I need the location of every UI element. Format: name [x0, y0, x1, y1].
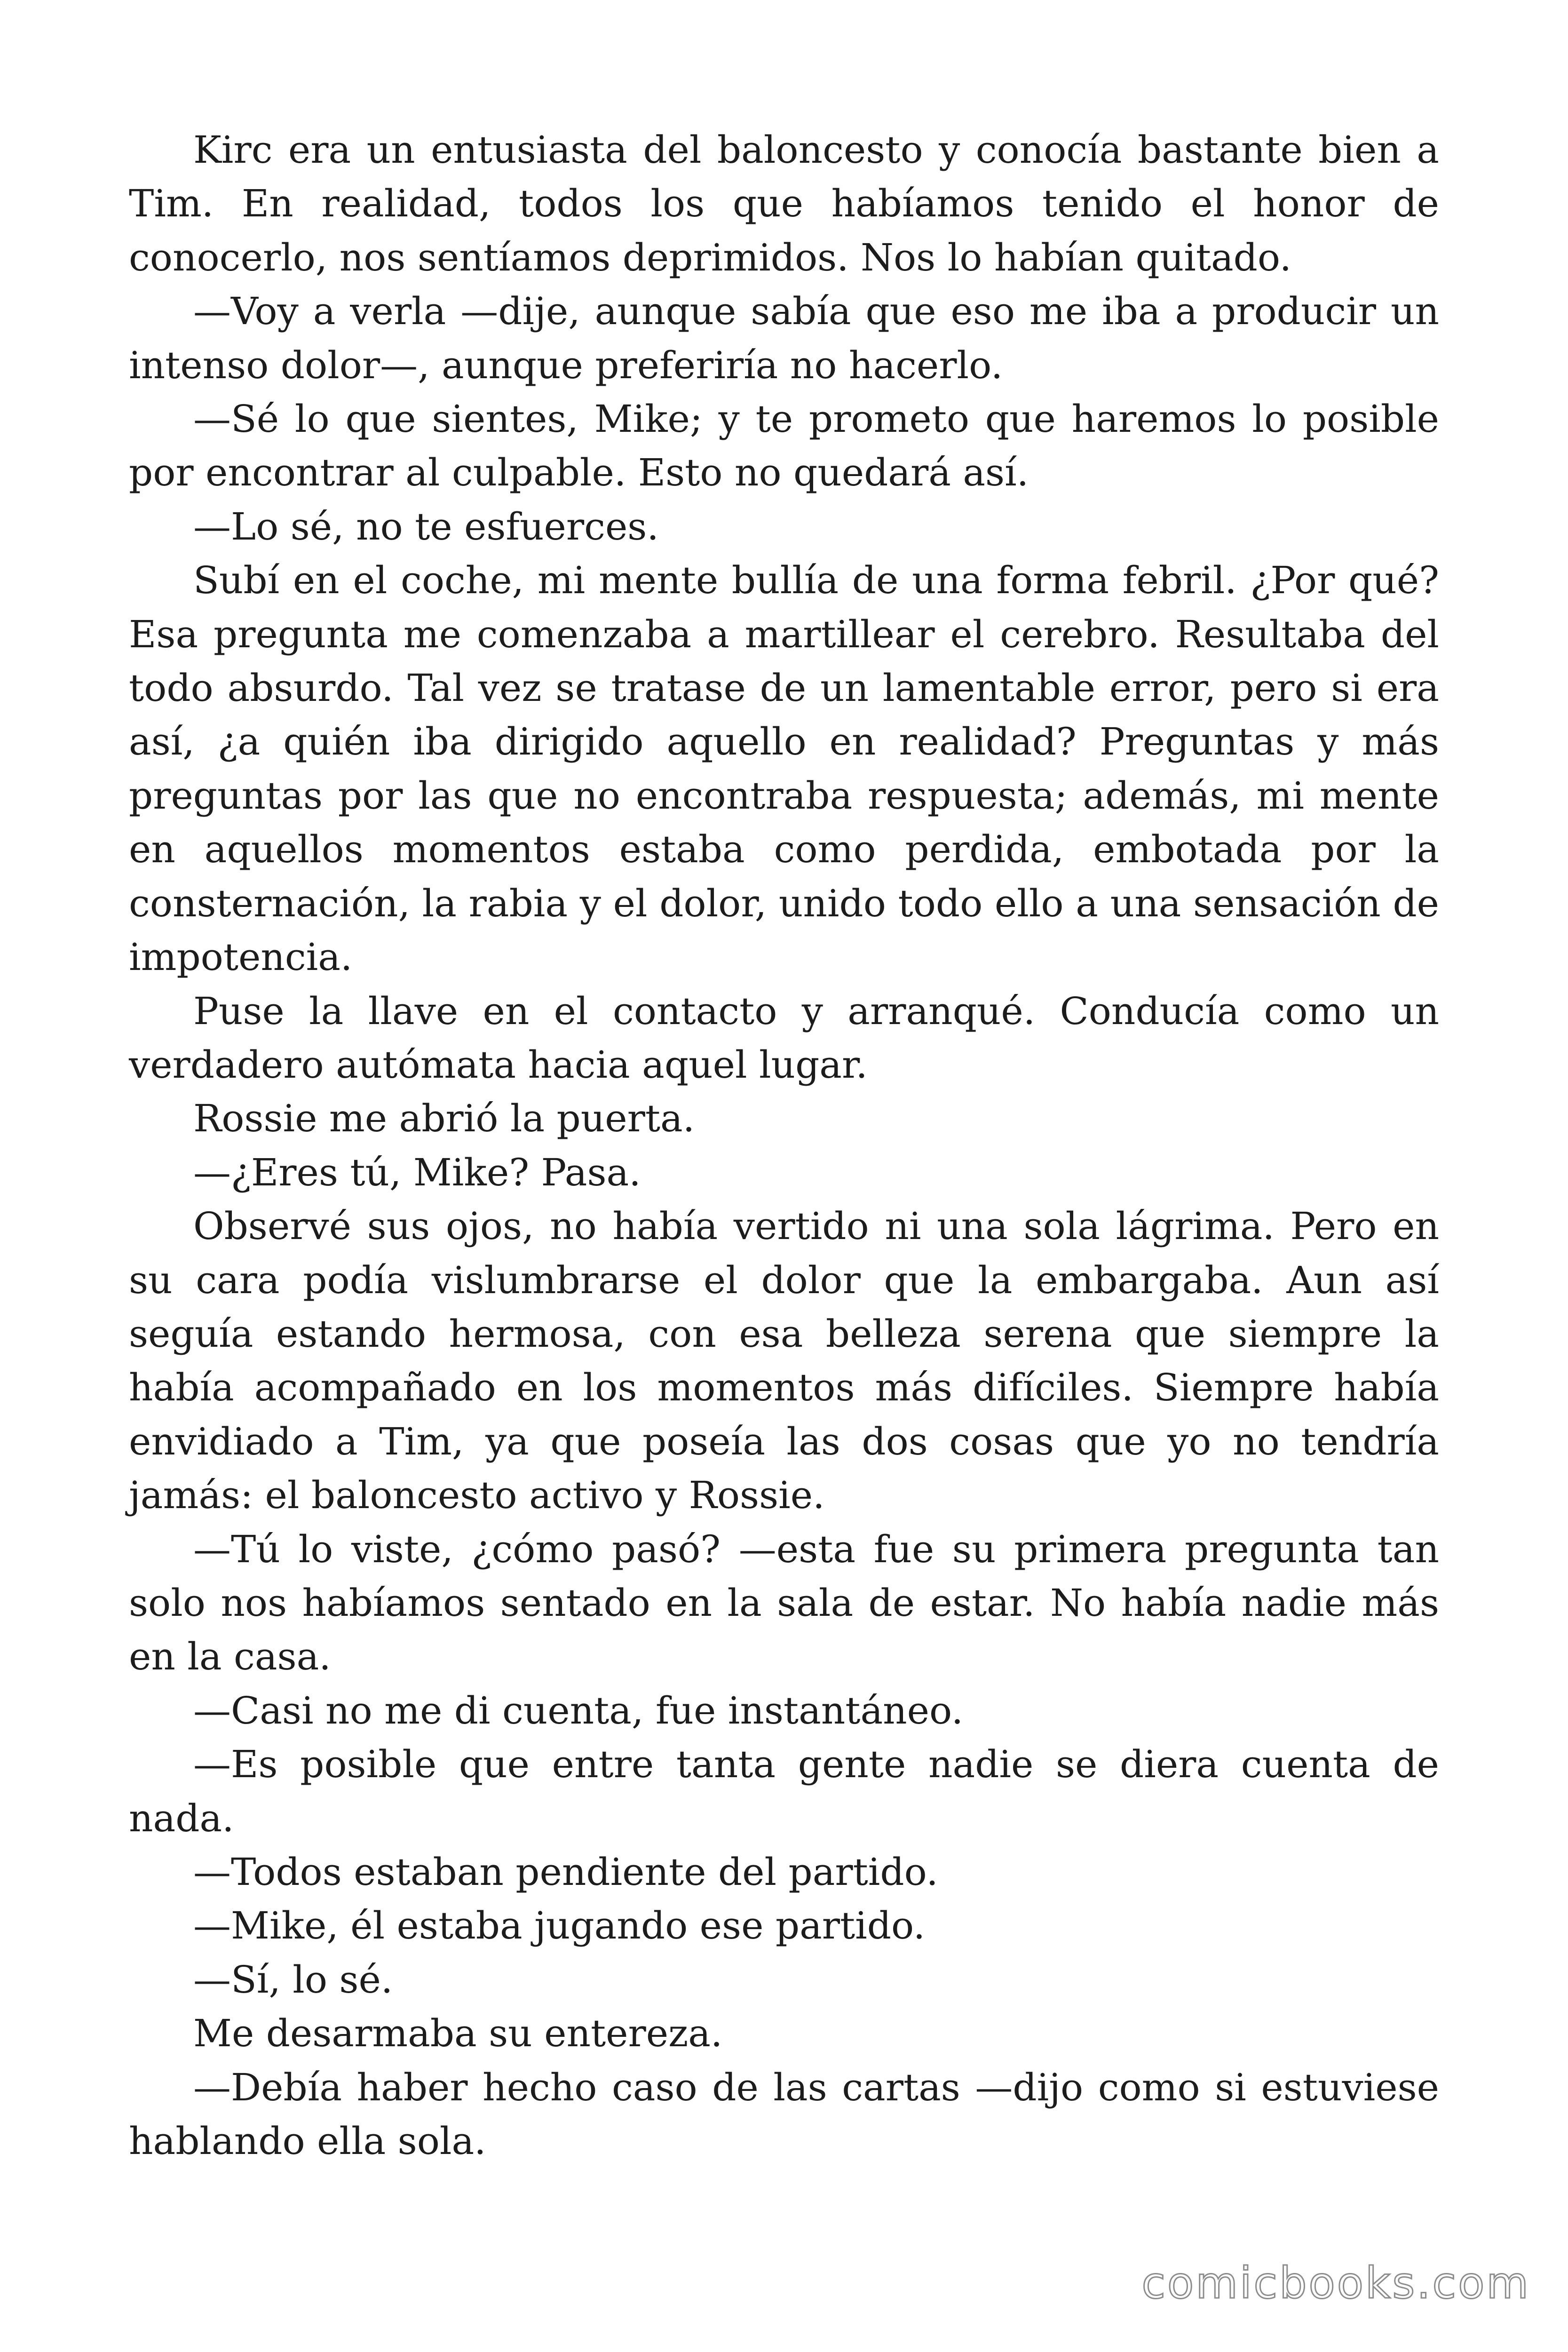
paragraph: Me desarmaba su entereza. [193, 2011, 723, 2056]
paragraph: —¿Eres tú, Mike? Pasa. [193, 1150, 641, 1194]
paragraph: Puse la llave en el contacto y arranqué. Conducía como un verdadero autómata hacia aquel lugar. [129, 989, 1439, 1087]
paragraph: —Tú lo viste, ¿cómo pasó? —esta fue su primera pregunta tan solo nos habíamos sentado en la sala de estar. No había nadie más en la casa. [129, 1527, 1439, 1679]
paragraph: —Mike, él estaba jugando ese partido. [193, 1904, 926, 1948]
paragraph: —Lo sé, no te esfuerces. [193, 504, 659, 548]
paragraph: —Casi no me di cuenta, fue instantáneo. [193, 1688, 964, 1732]
paragraph: —Es posible que entre tanta gente nadie se diera cuenta de nada. [129, 1742, 1439, 1840]
book-page-text [129, 123, 1439, 2168]
paragraph: Kirc era un entusiasta del baloncesto y conocía bastante bien a Tim. En realidad, todos los que habíamos tenido el honor de conocerlo, nos sentíamos deprimidos. Nos lo habían quitado. [129, 128, 1439, 279]
paragraph: —Todos estaban pendiente del partido. [193, 1850, 938, 1894]
paragraph: Subí en el coche, mi mente bullía de una forma febril. ¿Por qué? Esa pregunta me comenzaba a martillear el cerebro. Resultaba del todo absurdo. Tal vez se tratase de un lamentable error, pero si era así, ¿a quién iba dirigido aquello en realidad? Preguntas y más preguntas por las que no encontraba respuesta; además, mi mente en aquellos momentos estaba como perdida, embotada por la consternación, la rabia y el dolor, unido todo ello a una sensación de impotencia. [129, 558, 1439, 979]
paragraph: —Voy a verla —dije, aunque sabía que eso me iba a producir un intenso dolor—, aunque preferiría no hacerlo. [129, 289, 1439, 387]
paragraph: —Sé lo que sientes, Mike; y te prometo que haremos lo posible por encontrar al culpable. Esto no quedará así. [129, 397, 1439, 495]
paragraph: —Sí, lo sé. [193, 1957, 393, 2002]
paragraph: —Debía haber hecho caso de las cartas —dijo como si estuviese hablando ella sola. [129, 2065, 1439, 2163]
site-watermark: comicbooks.com [1141, 2258, 1530, 2308]
paragraph: Observé sus ojos, no había vertido ni una sola lágrima. Pero en su cara podía vislumbrarse el dolor que la embargaba. Aun así seguía estando hermosa, con esa belleza serena que siempre la había acompañado en los momentos más difíciles. Siempre había envidiado a Tim, ya que poseía las dos cosas que yo no tendría jamás: el baloncesto activo y Rossie. [129, 1204, 1439, 1518]
paragraph: Rossie me abrió la puerta. [193, 1097, 695, 1141]
